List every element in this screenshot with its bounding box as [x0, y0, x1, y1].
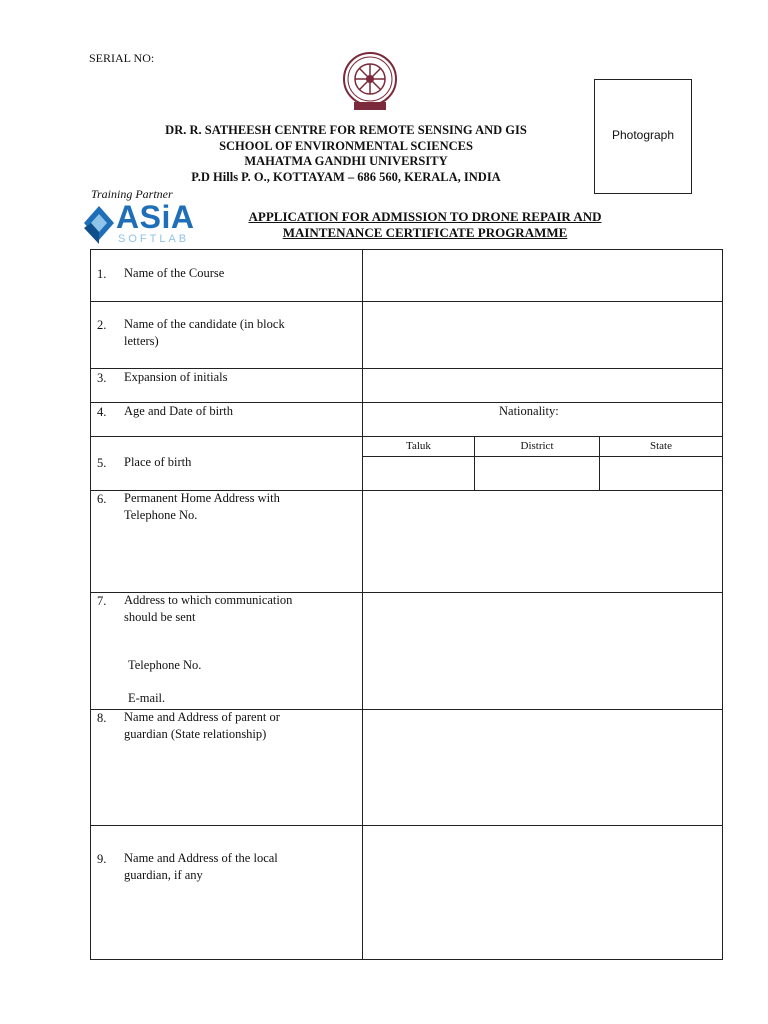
- communication-address-field[interactable]: [363, 593, 722, 709]
- state-field[interactable]: [600, 457, 722, 490]
- institution-header: [120, 123, 572, 185]
- course-name-field[interactable]: [363, 250, 722, 301]
- email-label: E-mail.: [128, 691, 166, 705]
- row-label-parent-guardian: Name and Address of parent or guardian (State relationship): [124, 710, 280, 741]
- row-number: 2.: [97, 318, 107, 332]
- candidate-name-field[interactable]: [363, 302, 722, 368]
- row-number: 6.: [97, 492, 107, 506]
- diamond-logo-icon: [82, 204, 116, 246]
- row-number: 3.: [97, 371, 107, 385]
- row-label-place-of-birth: Place of birth: [124, 455, 192, 469]
- form-title: [200, 209, 650, 240]
- parent-guardian-field[interactable]: [363, 710, 722, 825]
- asia-softlab-logo: [82, 199, 197, 248]
- photograph-label: Photograph: [611, 128, 675, 142]
- institution-line-3: MAHATMA GANDHI UNIVERSITY: [244, 154, 448, 168]
- row-label-local-guardian: Name and Address of the local guardian, if any: [124, 851, 278, 882]
- university-seal-icon: [342, 50, 398, 112]
- institution-line-2: SCHOOL OF ENVIRONMENTAL SCIENCES: [219, 138, 473, 153]
- permanent-address-field[interactable]: [363, 491, 722, 592]
- row-label-permanent-address: Permanent Home Address with Telephone No.: [124, 491, 280, 522]
- district-field[interactable]: [475, 457, 599, 490]
- serial-number-label: SERIAL NO:: [89, 51, 155, 65]
- form-title-line-2: MAINTENANCE CERTIFICATE PROGRAMME: [282, 224, 568, 240]
- taluk-header: Taluk: [406, 440, 431, 452]
- institution-line-1: DR. R. SATHEESH CENTRE FOR REMOTE SENSING AND GIS: [165, 123, 527, 137]
- application-form-table: [90, 249, 723, 960]
- logo-sub-text: SOFTLAB: [118, 233, 190, 245]
- row-number: 5.: [97, 456, 107, 470]
- row-label-age-dob: Age and Date of birth: [124, 404, 233, 418]
- taluk-field[interactable]: [363, 457, 474, 490]
- photograph-box[interactable]: [594, 79, 692, 194]
- state-header: State: [650, 440, 672, 452]
- telephone-label: Telephone No.: [128, 658, 202, 672]
- row-number: 1.: [97, 267, 107, 281]
- expansion-initials-field[interactable]: [363, 369, 722, 402]
- row-number: 8.: [97, 711, 107, 725]
- row-label-communication-address: Address to which communication should be sent: [124, 593, 293, 624]
- row-number: 4.: [97, 405, 107, 419]
- form-title-line-1: APPLICATION FOR ADMISSION TO DRONE REPAIR AND: [248, 209, 602, 224]
- row-number: 9.: [97, 852, 107, 866]
- row-label-course-name: Name of the Course: [124, 266, 225, 280]
- row-label-expansion-initials: Expansion of initials: [124, 370, 228, 384]
- row-label-candidate-name: Name of the candidate (in block letters): [124, 317, 285, 348]
- training-partner-label: Training Partner: [91, 187, 173, 201]
- logo-main-text: ASiA: [116, 199, 195, 235]
- institution-line-4: P.D Hills P. O., KOTTAYAM – 686 560, KERALA, INDIA: [191, 169, 501, 184]
- row-number: 7.: [97, 594, 107, 608]
- age-dob-field[interactable]: [363, 403, 722, 436]
- district-header: District: [520, 440, 554, 452]
- nationality-label: Nationality:: [499, 404, 559, 418]
- local-guardian-field[interactable]: [363, 826, 722, 959]
